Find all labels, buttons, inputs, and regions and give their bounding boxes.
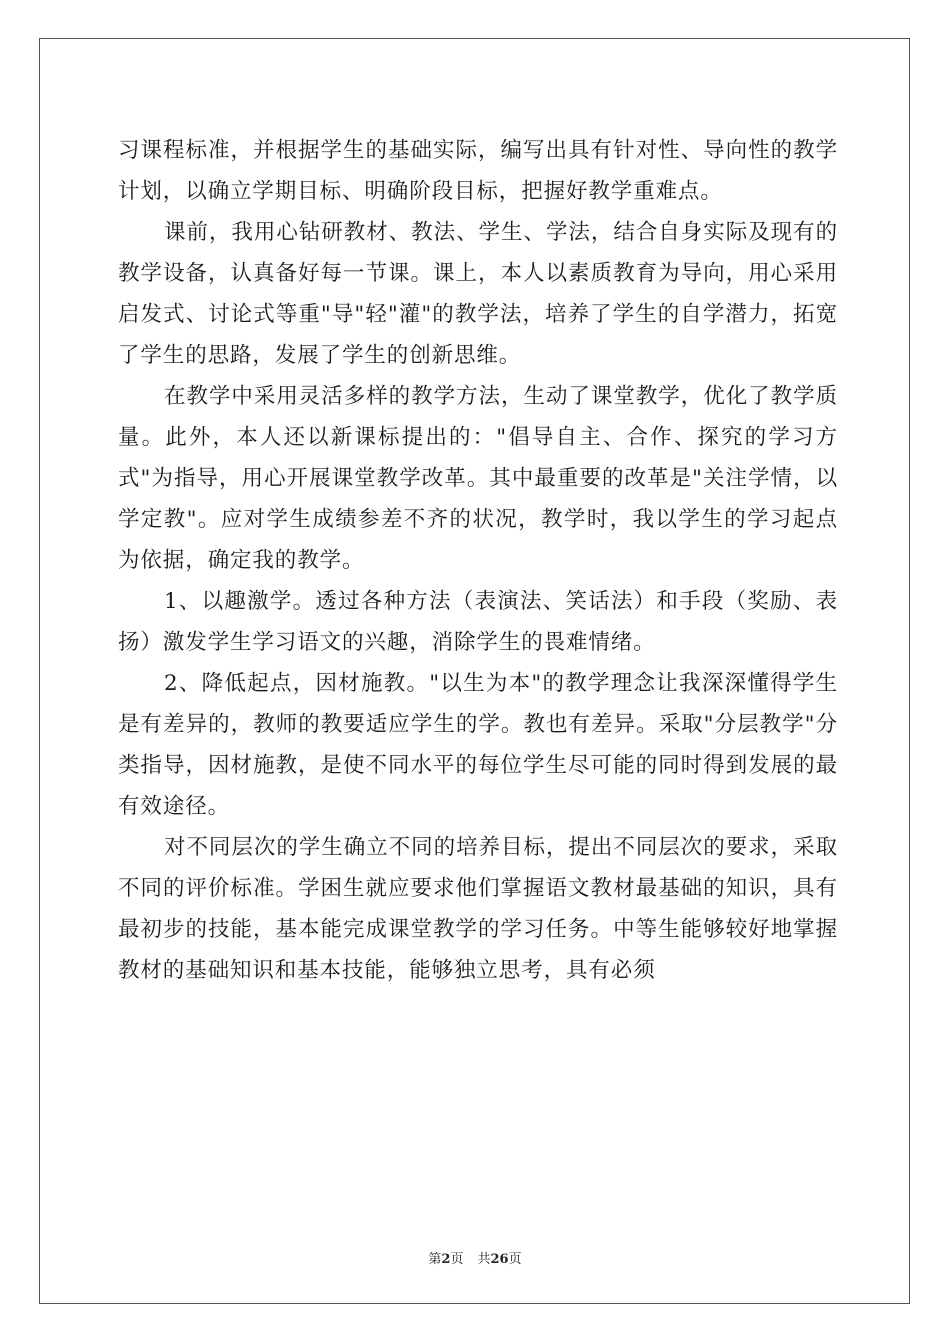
page-number-prefix: 第 bbox=[428, 1252, 442, 1267]
paragraph-2: 课前，我用心钻研教材、教法、学生、学法，结合自身实际及现有的教学设备，认真备好每一节课。课上，本人以素质教育为导向，用心采用启发式、讨论式等重"导"轻"灌"的教学法，培养了学生的自学潜力，拓宽了学生的思路，发展了学生的创新思维。 bbox=[118, 220, 838, 368]
page-footer bbox=[0, 1248, 950, 1267]
paragraph-4: 1、以趣激学。透过各种方法（表演法、笑话法）和手段（奖励、表扬）激发学生学习语文的兴趣，消除学生的畏难情绪。 bbox=[118, 589, 838, 655]
paragraph-5: 2、降低起点，因材施教。"以生为本"的教学理念让我深深懂得学生是有差异的，教师的教要适应学生的学。教也有差异。采取"分层教学"分类指导，因材施教，是使不同水平的每位学生尽可能的同时得到发展的最有效途径。 bbox=[118, 671, 838, 819]
paragraph-6: 对不同层次的学生确立不同的培养目标，提出不同层次的要求，采取不同的评价标准。学困生就应要求他们掌握语文教材最基础的知识，具有最初步的技能，基本能完成课堂教学的学习任务。中等生能够较好地掌握教材的基础知识和基本技能，能够独立思考，具有必须 bbox=[118, 835, 838, 983]
page-total-count: 26 bbox=[490, 1252, 509, 1267]
page-total-prefix: 共 bbox=[477, 1252, 491, 1267]
paragraph-3: 在教学中采用灵活多样的教学方法，生动了课堂教学，优化了教学质量。此外，本人还以新课标提出的："倡导自主、合作、探究的学习方式"为指导，用心开展课堂教学改革。其中最重要的改革是"关注学情，以学定教"。应对学生成绩参差不齐的状况，教学时，我以学生的学习起点为依据，确定我的教学。 bbox=[118, 384, 838, 573]
page-total-suffix: 页 bbox=[508, 1252, 522, 1267]
page-number-suffix: 页 bbox=[450, 1252, 464, 1267]
paragraph-1: 习课程标准，并根据学生的基础实际，编写出具有针对性、导向性的教学计划，以确立学期目标、明确阶段目标，把握好教学重难点。 bbox=[118, 138, 838, 204]
page-number-current: 2 bbox=[441, 1252, 451, 1267]
document-body bbox=[118, 130, 838, 991]
